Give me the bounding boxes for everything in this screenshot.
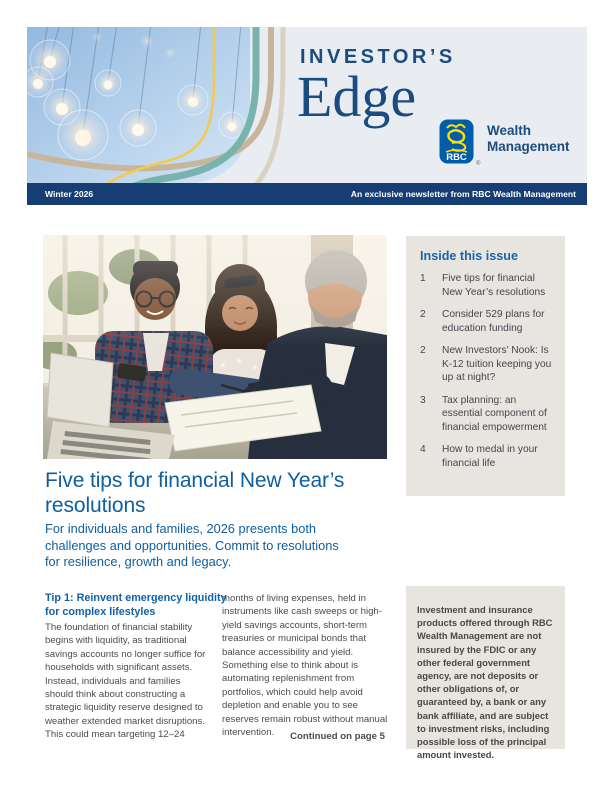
toc-item bbox=[420, 272, 555, 299]
toc-title: Inside this issue bbox=[420, 249, 518, 263]
toc-label: Tax planning: an essential component of financial empowerment bbox=[442, 394, 547, 433]
masthead bbox=[27, 27, 587, 205]
masthead-bar bbox=[27, 183, 587, 205]
rbc-shield-icon bbox=[439, 119, 474, 164]
masthead-kicker: INVESTOR’S bbox=[300, 46, 456, 68]
lightbulbs-illustration bbox=[27, 27, 250, 183]
toc-label: New Investors’ Nook: Is K-12 tuition keeping you up at night? bbox=[442, 345, 552, 383]
newsletter-tagline: An exclusive newsletter from RBC Wealth Management bbox=[350, 189, 576, 199]
issue-date: Winter 2026 bbox=[45, 189, 94, 199]
toc-item bbox=[420, 308, 555, 335]
toc-item bbox=[420, 443, 555, 470]
disclaimer-box bbox=[406, 586, 565, 761]
inside-this-issue-box bbox=[406, 236, 565, 496]
lightbulbs-photo bbox=[27, 27, 250, 183]
toc-page-number: 2 bbox=[420, 345, 426, 356]
toc-page-number: 2 bbox=[420, 309, 426, 320]
wealth-management-label: Wealth Management bbox=[487, 123, 570, 154]
tip-heading: Tip 1: Reinvent emergency liquidity for complex lifestyles bbox=[45, 592, 227, 618]
toc-page-number: 1 bbox=[420, 273, 426, 284]
article-column-1: The foundation of financial stability begins with liquidity, as traditional savings accounts no longer suffice for households with significant assets. Instead, individuals and families should think about constructing a strategic liquidity reserve designed to weather extended market disruptions. This could mean targeting 12–24 bbox=[45, 622, 206, 741]
toc-label: Consider 529 plans for education funding bbox=[442, 309, 545, 334]
toc-item bbox=[420, 344, 555, 385]
masthead-title: Edge bbox=[297, 64, 417, 129]
continued-note: Continued on page 5 bbox=[290, 731, 385, 742]
toc-page-number: 3 bbox=[420, 394, 426, 406]
rbc-logo-group bbox=[439, 119, 570, 164]
disclaimer-text: Investment and insurance products offered through RBC Wealth Management are not insured by the FDIC or any other federal government agency, are not deposits or other obligations of, or guaranteed by, a bank or any bank affiliate, and are subject to investment risks, including possible loss of the principal amount invested. bbox=[417, 604, 553, 761]
advisor-meeting-photo bbox=[43, 235, 387, 459]
article-headline: Five tips for financial New Year’s resolutions bbox=[45, 469, 345, 517]
toc-page-number: 4 bbox=[420, 444, 426, 455]
advisor-meeting-illustration bbox=[43, 235, 387, 459]
article-deck: For individuals and families, 2026 presents both challenges and opportunities. Commit to resolutions for resilience, growth and legacy. bbox=[45, 521, 339, 569]
toc-item bbox=[420, 394, 555, 435]
toc-label: Five tips for financial New Year’s resolutions bbox=[442, 273, 546, 298]
rbc-abbr: RBC bbox=[446, 152, 467, 163]
article-column-2: months of living expenses, held in instruments like cash sweeps or high-yield savings accounts, short-term treasuries or municipal bonds that balance accessibility and yield. Something else to think about is automating replenishment from portfolios, which could help avoid depletion and enable you to see reserves remain robust without manual intervention. bbox=[222, 593, 388, 739]
toc-label: How to medal in your financial life bbox=[442, 444, 538, 469]
registered-mark: ® bbox=[476, 161, 481, 167]
